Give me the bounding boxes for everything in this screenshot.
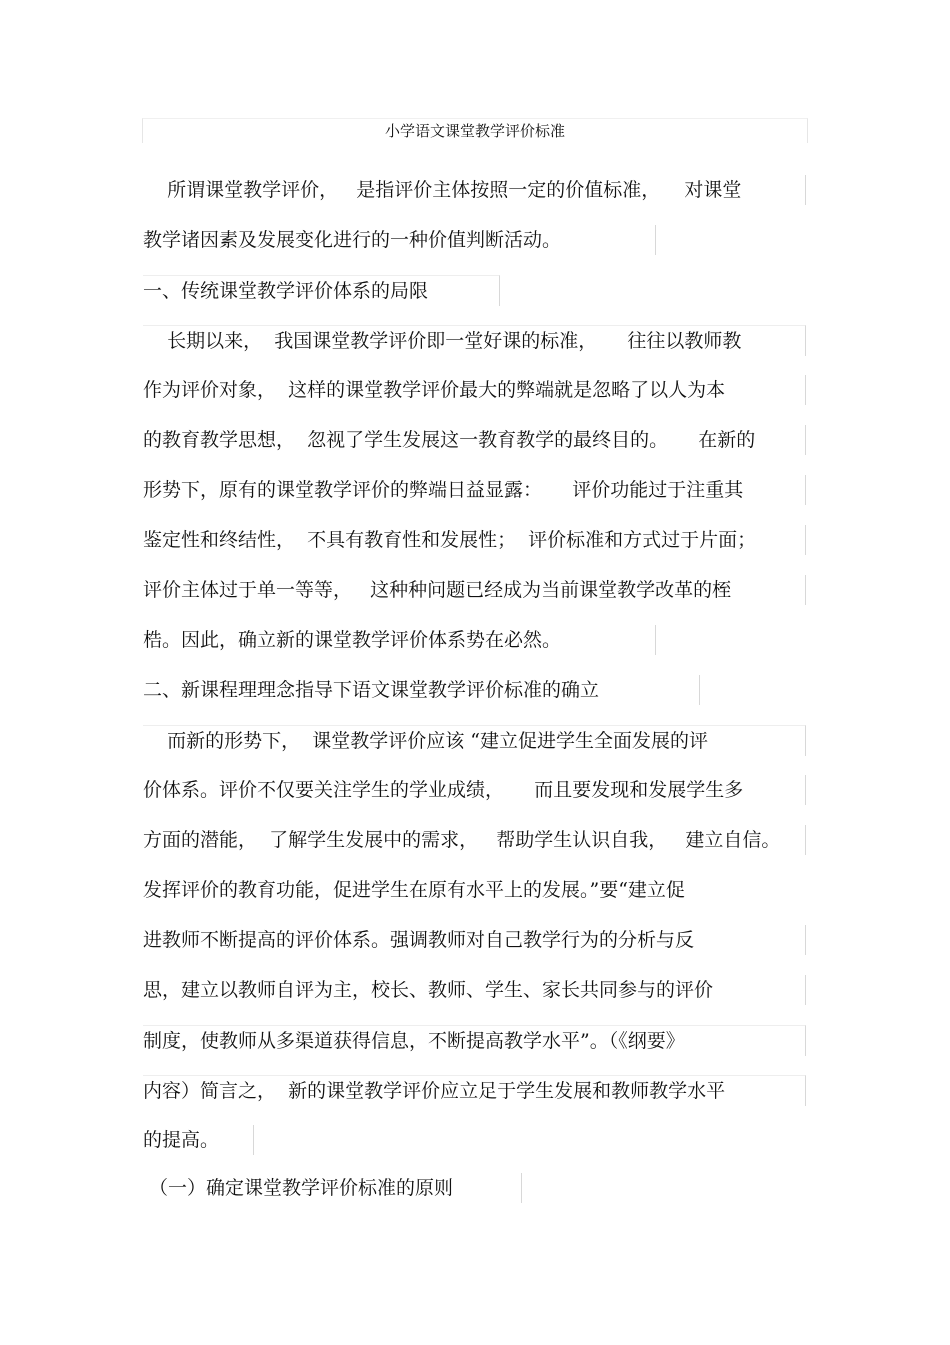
paragraph-line: 形势下，原有的课堂教学评价的弊端日益显露： 评价功能过于注重其 <box>143 475 806 505</box>
paragraph-line: 作为评价对象， 这样的课堂教学评价最大的弊端就是忽略了以人为本 <box>143 375 806 405</box>
paragraph-line: 所谓课堂教学评价， 是指评价主体按照一定的价值标准， 对课堂 <box>143 175 806 205</box>
paragraph-line: 教学诸因素及发展变化进行的一种价值判断活动。 <box>143 225 656 255</box>
paragraph-line: 梏。因此，确立新的课堂教学评价体系势在必然。 <box>143 625 656 655</box>
paragraph-line: 价体系。评价不仅要关注学生的学业成绩， 而且要发现和发展学生多 <box>143 775 806 805</box>
paragraph-line: 发挥评价的教育功能，促进学生在原有水平上的发展。”要“建立促 <box>143 879 685 901</box>
paragraph-line: 内容）简言之， 新的课堂教学评价应立足于学生发展和教师教学水平 <box>143 1075 806 1106</box>
subsection-heading: （一）确定课堂教学评价标准的原则 <box>143 1173 522 1203</box>
paragraph-line: 而新的形势下， 课堂教学评价应该 “建立促进学生全面发展的评 <box>143 725 806 756</box>
paragraph-line: 鉴定性和终结性， 不具有教育性和发展性； 评价标准和方式过于片面； <box>143 525 806 555</box>
paragraph-line: 评价主体过于单一等等， 这种种问题已经成为当前课堂教学改革的桎 <box>143 575 806 605</box>
paragraph-line: 的提高。 <box>143 1125 254 1155</box>
paragraph-line: 进教师不断提高的评价体系。强调教师对自己教学行为的分析与反 <box>143 925 806 955</box>
paragraph-line: 制度，使教师从多渠道获得信息，不断提高教学水平”。（《纲要》 <box>143 1025 806 1056</box>
section-heading: 一、传统课堂教学评价体系的局限 <box>143 275 500 306</box>
document-title: 小学语文课堂教学评价标准 <box>142 118 808 143</box>
paragraph-line: 方面的潜能， 了解学生发展中的需求， 帮助学生认识自我， 建立自信。 <box>143 825 806 855</box>
paragraph-line: 的教育教学思想， 忽视了学生发展这一教育教学的最终目的。 在新的 <box>143 425 806 455</box>
paragraph-line: 思，建立以教师自评为主，校长、教师、学生、家长共同参与的评价 <box>143 975 806 1005</box>
paragraph-line: 长期以来， 我国课堂教学评价即一堂好课的标准， 往往以教师教 <box>143 325 806 356</box>
section-heading: 二、新课程理理念指导下语文课堂教学评价标准的确立 <box>143 675 700 705</box>
